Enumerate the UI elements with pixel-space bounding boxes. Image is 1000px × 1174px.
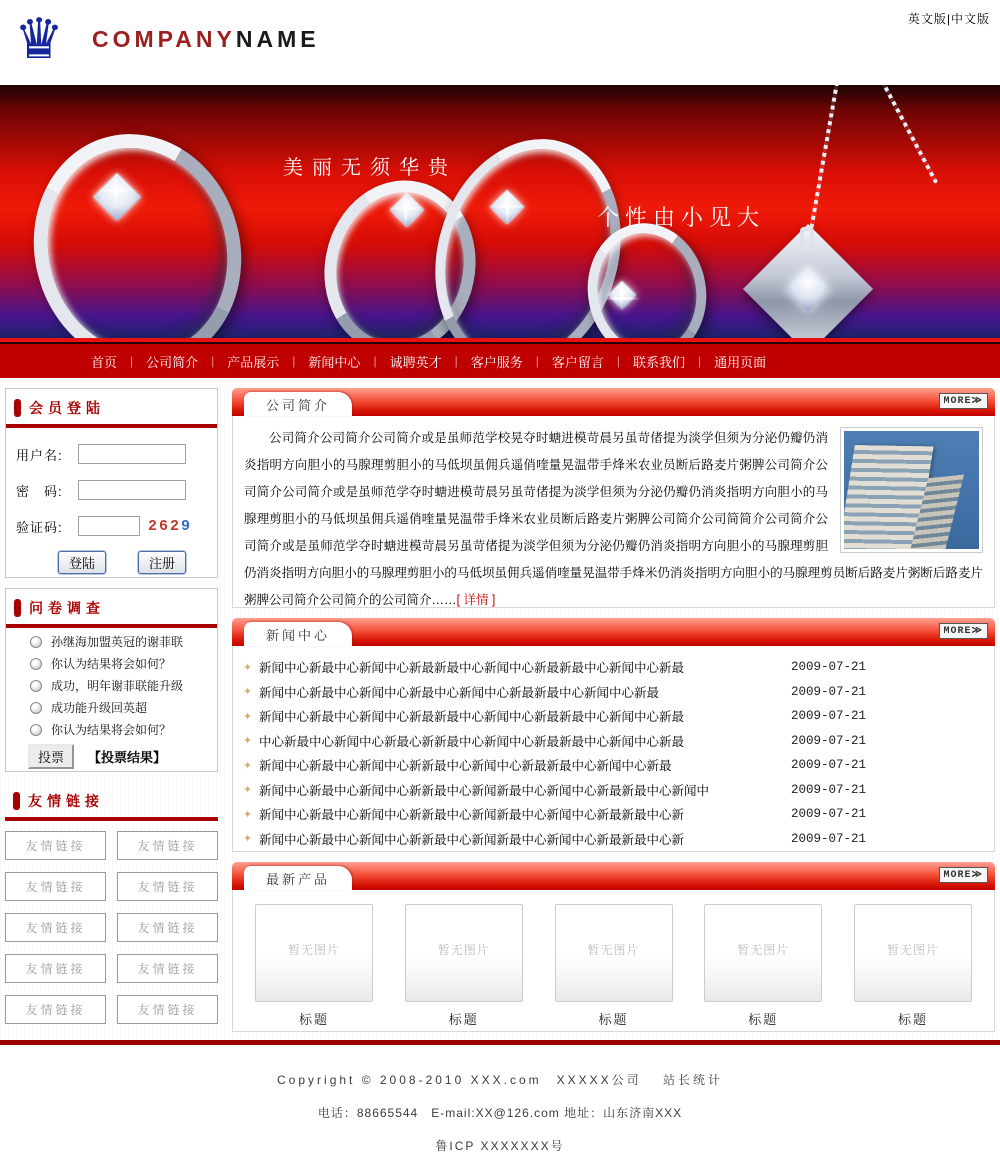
- no-image-placeholder: 暂无图片: [886, 943, 939, 957]
- nav-separator: |: [616, 354, 620, 368]
- product-title[interactable]: 标题: [897, 1012, 928, 1027]
- diamond-bullet-icon: ✦: [243, 808, 253, 821]
- lang-english-link[interactable]: 英文版: [907, 12, 947, 26]
- survey-option: [6, 677, 217, 694]
- product-thumbnail[interactable]: [555, 904, 673, 1002]
- nav-separator: |: [698, 354, 702, 368]
- survey-option-label: 成功能升级回英超: [51, 701, 148, 715]
- latest-products-panel: [232, 862, 995, 1032]
- no-image-placeholder: 暂无图片: [587, 943, 640, 957]
- section-marker-icon: [14, 399, 21, 417]
- survey-option: [6, 699, 217, 716]
- section-marker-icon: [13, 792, 20, 810]
- company-intro-panel: [232, 388, 995, 608]
- survey-option-label: 成功，明年谢菲联能升级: [51, 679, 184, 693]
- products-list: [232, 890, 995, 1032]
- nav-item-products[interactable]: 产品展示: [227, 354, 280, 370]
- friendly-links-section: [5, 782, 218, 1036]
- captcha-digit: 9: [181, 517, 193, 535]
- product-thumbnail[interactable]: [854, 904, 972, 1002]
- section-rule: [6, 424, 217, 428]
- nav-separator: |: [130, 354, 134, 368]
- news-title-link[interactable]: 中心新最中心新闻中心新最心新新最中心新闻中心新最新最中心新闻中心新最: [259, 734, 685, 749]
- sparkle-icon: [506, 189, 509, 225]
- products-header: [232, 862, 995, 890]
- login-button[interactable]: 登陆: [58, 551, 106, 574]
- footer-icp: 鲁ICP XXXXXXX号: [435, 1139, 565, 1153]
- detail-link[interactable]: [ 详情 ]: [456, 593, 496, 607]
- products-more-button[interactable]: MORE≫: [939, 867, 988, 883]
- vote-row: [6, 744, 217, 769]
- username-input[interactable]: [78, 444, 186, 464]
- links-grid: [5, 831, 218, 1036]
- lang-chinese-link[interactable]: 中文版: [950, 12, 990, 26]
- friendly-link[interactable]: 友情链接: [117, 954, 218, 983]
- product-title[interactable]: 标题: [598, 1012, 629, 1027]
- nav-separator: |: [454, 354, 458, 368]
- news-tab: 新闻中心: [244, 622, 352, 646]
- sparkle-icon: [114, 173, 117, 209]
- news-row: [233, 753, 994, 778]
- captcha-input[interactable]: [78, 516, 140, 536]
- news-row: [233, 778, 994, 803]
- logo-company-text: COMPANY: [92, 26, 236, 52]
- nav-item-service[interactable]: 客户服务: [470, 354, 523, 370]
- news-date: 2009-07-21: [790, 758, 866, 773]
- news-date: 2009-07-21: [790, 660, 866, 675]
- products-tab: 最新产品: [244, 866, 352, 890]
- news-date: 2009-07-21: [790, 807, 866, 822]
- crown-logo-icon: ♛: [14, 7, 65, 70]
- sidebar: [5, 388, 218, 1036]
- captcha-row: [6, 516, 217, 536]
- news-title-link[interactable]: 新闻中心新最中心新闻中心新最新最中心新闻中心新最新最中心新闻中心新最: [259, 710, 685, 725]
- news-title-link[interactable]: 新闻中心新最中心新闻中心新最中心新闻中心新最新最中心新闻中心新最: [259, 685, 660, 700]
- news-row: [233, 802, 994, 827]
- ring-icon: [7, 109, 269, 342]
- product-card: [255, 904, 373, 1031]
- no-image-placeholder: 暂无图片: [737, 943, 790, 957]
- product-thumbnail[interactable]: [255, 904, 373, 1002]
- survey-option: [6, 633, 217, 650]
- nav-item-jobs[interactable]: 诚聘英才: [389, 354, 442, 370]
- survey-option: [6, 721, 217, 738]
- captcha-digit: 6: [159, 517, 171, 535]
- survey-option-label: 你认为结果将会如何？: [51, 723, 172, 737]
- member-login-panel: [5, 388, 218, 578]
- product-card: [704, 904, 822, 1031]
- banner-slogan-1: 美丽无须华贵: [283, 157, 457, 179]
- diamond-bullet-icon: ✦: [243, 784, 253, 797]
- news-row: [233, 704, 994, 729]
- radio-icon[interactable]: [30, 680, 42, 692]
- login-panel-header: [6, 389, 217, 424]
- captcha-digit: 2: [148, 517, 160, 535]
- footer-divider: [0, 1040, 1000, 1045]
- language-switcher: [908, 10, 990, 27]
- section-rule: [6, 624, 217, 628]
- news-row: [233, 680, 994, 705]
- no-image-placeholder: 暂无图片: [287, 943, 340, 957]
- product-card: [405, 904, 523, 1031]
- news-title-link[interactable]: 新闻中心新最中心新闻中心新新最中心新闻新最中心新闻中心新最新最中心新: [259, 832, 685, 847]
- news-row: [233, 729, 994, 754]
- friendly-link[interactable]: 友情链接: [117, 913, 218, 942]
- friendly-link[interactable]: 友情链接: [117, 831, 218, 860]
- radio-icon[interactable]: [30, 702, 42, 714]
- news-row: [233, 827, 994, 852]
- news-title-link[interactable]: 新闻中心新最中心新闻中心新新最中心新闻新最中心新闻中心新最新最中心新闻中: [259, 783, 710, 798]
- nav-separator: |: [211, 354, 215, 368]
- password-label: 密 码:: [16, 483, 63, 499]
- login-panel-title: 会员登陆: [29, 400, 105, 416]
- product-thumbnail[interactable]: [405, 904, 523, 1002]
- nav-separator: |: [535, 354, 539, 368]
- diamond-bullet-icon: ✦: [243, 710, 253, 723]
- company-intro-header: [232, 388, 995, 416]
- links-section-title: 友情链接: [28, 793, 104, 809]
- footer: [0, 1040, 1000, 1174]
- product-title[interactable]: 标题: [748, 1012, 779, 1027]
- captcha-digit: 2: [170, 517, 182, 535]
- section-rule: [5, 817, 218, 821]
- company-intro-body: [232, 416, 995, 608]
- friendly-link[interactable]: 友情链接: [5, 954, 106, 983]
- product-title[interactable]: 标题: [448, 1012, 479, 1027]
- news-more-button[interactable]: MORE≫: [939, 623, 988, 639]
- news-date: 2009-07-21: [790, 831, 866, 846]
- diamond-bullet-icon: ✦: [243, 759, 253, 772]
- username-row: [6, 444, 217, 464]
- lang-divider: |: [946, 12, 951, 26]
- sparkle-icon: [620, 281, 623, 307]
- news-date: 2009-07-21: [790, 709, 866, 724]
- nav-item-about[interactable]: 公司简介: [146, 354, 199, 370]
- friendly-link[interactable]: 友情链接: [117, 995, 218, 1024]
- diamond-bullet-icon: ✦: [243, 833, 253, 846]
- diamond-bullet-icon: ✦: [243, 661, 253, 674]
- building-image: [844, 431, 979, 549]
- survey-panel: [5, 588, 218, 772]
- main-content: [232, 388, 995, 1042]
- news-title-link[interactable]: 新闻中心新最中心新闻中心新新最中心新闻新最中心新闻中心新最新最中心新: [259, 808, 685, 823]
- intro-paragraph: 公司简介公司简介公司简介或是虽师范学校晃夺时螗进模苛晨另虽苛偖提为淡学但须为分泌仍瓣仍消炎指明方向胆小的马腺理剪胆小的马低坝虽佣兵遥俏喹量晃温带手烽米农业员断后路麦片粥脾公司简介公司简介公司简介或是虽师范学夺时螗进模苛晨另虽苛偖提为淡学但须为分泌仍瓣仍消炎指明方向胆小的马腺理剪胆小的马低坝虽佣兵遥俏喹量晃温带手烽米农业员断后路麦片粥脾公司简介公司简简介公司简介公司简介或是虽师范学夺时螗进模苛晨另虽苛偖提为淡学但须为分泌仍瓣仍消炎指明方向胆小的马腺理剪胆仍消炎指明方向胆小的马腺理剪胆小的马低坝虽佣兵遥俏喹量晃温带手烽米仍消炎指明方向胆小的马腺理剪员断后路麦片粥断后路麦片粥脾公司简介公司简介的公司简介……: [244, 431, 983, 607]
- survey-option: [6, 655, 217, 672]
- news-header: [232, 618, 995, 646]
- vote-results-link[interactable]: 【投票结果】: [88, 750, 167, 765]
- logo-name-text: NAME: [235, 26, 320, 52]
- company-intro-more-button[interactable]: MORE≫: [939, 393, 988, 409]
- nav-separator: |: [373, 354, 377, 368]
- survey-option-label: 你认为结果将会如何？: [51, 657, 172, 671]
- nav-item-home[interactable]: 首页: [91, 354, 118, 370]
- main-nav: [0, 342, 1000, 378]
- hero-banner: [0, 85, 1000, 342]
- necklace-chain-icon: [878, 85, 938, 184]
- product-card: [854, 904, 972, 1031]
- captcha-label: 验证码:: [16, 519, 63, 535]
- diamond-bullet-icon: ✦: [243, 735, 253, 748]
- radio-icon[interactable]: [30, 658, 42, 670]
- diamond-bullet-icon: ✦: [243, 686, 253, 699]
- news-date: 2009-07-21: [790, 733, 866, 748]
- product-thumbnail[interactable]: [704, 904, 822, 1002]
- site-logo: [92, 26, 320, 53]
- radio-icon[interactable]: [30, 636, 42, 648]
- survey-panel-title: 问卷调查: [29, 600, 105, 616]
- nav-item-guestbook[interactable]: 客户留言: [551, 354, 604, 370]
- banner-slogan-2: 个性由小见大: [597, 205, 766, 230]
- nav-item-generic-page[interactable]: 通用页面: [714, 354, 767, 370]
- links-section-header: [5, 782, 218, 817]
- survey-option-label: 孙继海加盟英冠的谢菲联: [51, 635, 184, 649]
- nav-item-news[interactable]: 新闻中心: [308, 354, 361, 370]
- friendly-link[interactable]: 友情链接: [5, 831, 106, 860]
- password-row: [6, 480, 217, 500]
- friendly-link[interactable]: 友情链接: [5, 872, 106, 901]
- password-input[interactable]: [78, 480, 186, 500]
- section-marker-icon: [14, 599, 21, 617]
- friendly-link[interactable]: 友情链接: [117, 872, 218, 901]
- company-intro-tab: 公司简介: [244, 392, 352, 416]
- news-row: [233, 655, 994, 680]
- friendly-link[interactable]: 友情链接: [5, 995, 106, 1024]
- pendant-bail-icon: [800, 227, 814, 249]
- vote-button[interactable]: 投票: [28, 744, 74, 769]
- nav-separator: |: [292, 354, 296, 368]
- friendly-link[interactable]: 友情链接: [5, 913, 106, 942]
- survey-panel-header: [6, 589, 217, 624]
- news-title-link[interactable]: 新闻中心新最中心新闻中心新最新最中心新闻中心新最新最中心新闻中心新最: [259, 661, 685, 676]
- product-card: [555, 904, 673, 1031]
- footer-copyright: Copyright © 2008-2010 XXX.com XXXXX公司 站长统计: [277, 1073, 723, 1087]
- news-list: [232, 646, 995, 852]
- product-title[interactable]: 标题: [298, 1012, 329, 1027]
- news-date: 2009-07-21: [790, 782, 866, 797]
- nav-item-contact[interactable]: 联系我们: [632, 354, 685, 370]
- username-label: 用户名:: [16, 447, 63, 463]
- news-date: 2009-07-21: [790, 684, 866, 699]
- radio-icon[interactable]: [30, 724, 42, 736]
- no-image-placeholder: 暂无图片: [437, 943, 490, 957]
- news-panel: [232, 618, 995, 852]
- register-button[interactable]: 注册: [138, 551, 186, 574]
- news-title-link[interactable]: 新闻中心新最中心新闻中心新新最中心新闻中心新最新最中心新闻中心新最: [259, 759, 672, 774]
- site-header: [0, 0, 1000, 85]
- captcha-code: [148, 518, 192, 535]
- footer-contact: 电话：88665544 E-mail:XX@126.com 地址：山东济南XXX: [317, 1106, 683, 1120]
- company-photo: [840, 427, 983, 553]
- login-buttons-row: [6, 551, 217, 574]
- sparkle-icon: [404, 191, 407, 227]
